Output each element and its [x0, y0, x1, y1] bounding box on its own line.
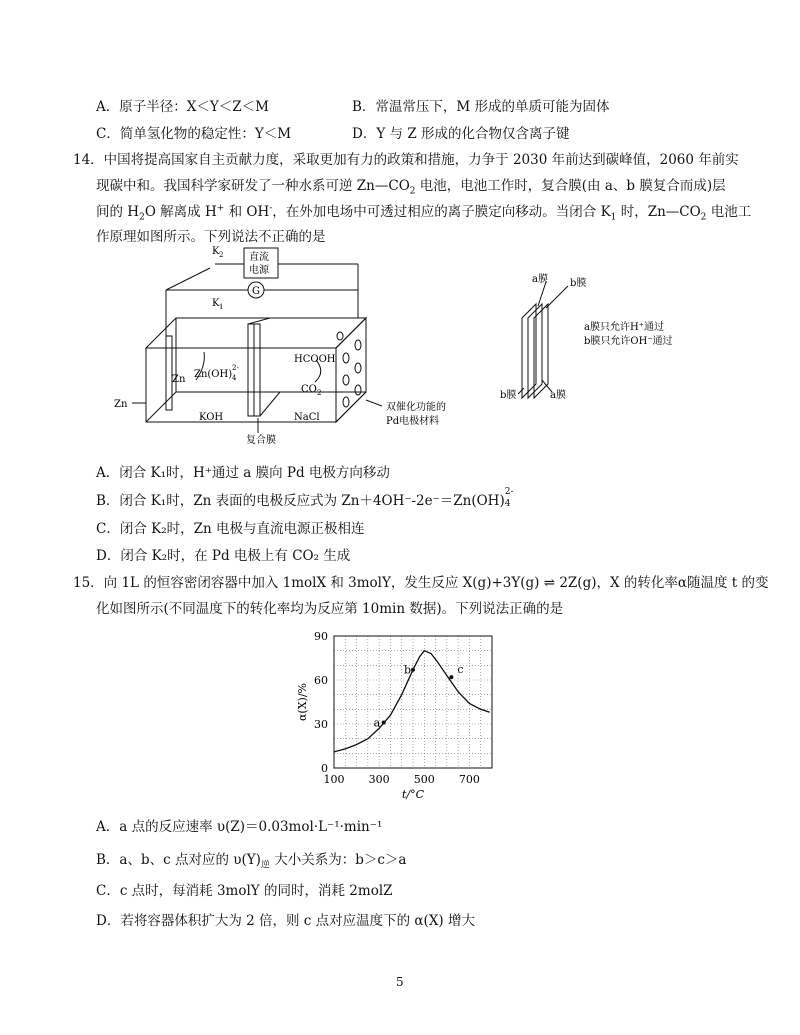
y-tick-label: 60 [314, 674, 328, 687]
a-membrane-top-label: a膜 [532, 274, 548, 285]
a-membrane-bottom-label: a膜 [550, 390, 566, 401]
membrane-1 [248, 324, 254, 416]
q14-option-b: B．闭合 K₁时，Zn 表面的电极反应式为 Zn＋4OH⁻-2e⁻＝Zn(OH) 2- 4 [96, 487, 514, 509]
koh-label: KOH [199, 412, 224, 423]
chart-svg [292, 628, 522, 808]
b-membrane-bottom-label: b膜 [500, 390, 517, 401]
pd-label-2: Pd电极材料 [386, 416, 440, 427]
q15-stem-line2: 化如图所示(不同温度下的转化率均为反应第 10min 数据)。下列说法正确的是 [96, 601, 564, 617]
x-axis-label: t/°C [401, 788, 425, 801]
q14-stem-line1: 14．中国将提高国家自主贡献力度，采取更加有力的政策和措施，力争于 2030 年前达到碳峰值，2060 年前实 [73, 152, 739, 168]
tank-top [146, 318, 366, 348]
data-point-a [382, 721, 386, 725]
q14-stem-line4: 作原理如图所示。下列说法不正确的是 [96, 229, 326, 245]
data-point-c [449, 675, 453, 679]
membrane-detail [500, 268, 710, 408]
q15-option-b: B．a、b、c 点对应的 $\upsilon(Y)_逆$ 大小关系为：b＞c＞a [96, 852, 407, 871]
page-number: 5 [396, 975, 404, 989]
point-label-b: b [404, 663, 412, 677]
b-membrane-note: b膜只允许OH⁻通过 [584, 336, 673, 347]
membrane-label: 复合膜 [246, 435, 276, 446]
y-axis-label: α(X)/% [296, 682, 309, 722]
x-tick-label: 700 [458, 773, 480, 786]
y-tick-label: 0 [321, 762, 328, 775]
battery-diagram [110, 240, 490, 450]
x-tick-label: 100 [323, 773, 345, 786]
k2-sub: 2 [219, 251, 224, 259]
pd-label-1: 双催化功能的 [386, 402, 446, 413]
k1-label: K [212, 298, 220, 309]
co2-label: CO [301, 384, 317, 395]
zn-outer-label: Zn [114, 399, 128, 410]
k1-sub: 1 [219, 303, 224, 311]
q14-stem-line3: 间的 $H_2O$ 解离成 H+ 和 OH-，在外加电场中可透过相应的离子膜定向移动。当闭合 $K_1$ 时，$Zn—CO_2$ 电池工 [96, 203, 752, 223]
a-membrane-note: a膜只允许H⁺通过 [584, 322, 664, 333]
q13-option-b: B．常温常压下，M 形成的单质可能为固体 [352, 99, 610, 115]
membrane-2 [254, 324, 260, 416]
hcooh-label: HCOOH [294, 354, 336, 365]
data-point-b [411, 668, 415, 672]
q15-stem-line1: 15．向 1L 的恒容密闭容器中加入 1molX 和 3molY，发生反应 X(g)+3Y(g) ⇌ 2Z(g)，X 的转化率α随温度 t 的变 [73, 575, 769, 591]
y-tick-label: 30 [314, 718, 328, 731]
q13-option-a: A．原子半径：X＜Y＜Z＜M [96, 99, 269, 115]
y-tick-label: 90 [314, 630, 328, 643]
membrane-b [528, 304, 542, 398]
point-label-c: c [457, 663, 464, 677]
switch-k2 [166, 268, 210, 290]
series-line [334, 651, 490, 752]
q15-option-a: A．a 点的反应速率 υ(Z)＝0.03mol·L⁻¹·min⁻¹ [96, 819, 383, 835]
q15-option-d: D．若将容器体积扩大为 2 倍，则 c 点对应温度下的 α(X) 增大 [96, 913, 475, 929]
x-tick-label: 300 [368, 773, 390, 786]
co2-sub: 2 [317, 389, 322, 397]
znoh-sub: 4 [232, 374, 237, 382]
znoh-sup: 2- [232, 364, 239, 372]
nacl-label: NaCl [294, 412, 320, 423]
q13-option-d: D．Y 与 Z 形成的化合物仅含离子键 [352, 126, 570, 142]
galvanometer-label: G [252, 286, 260, 297]
q14-stem-line2: 现碳中和。我国科学家研发了一种水系可逆 $Zn—CO_2$ 电池，电池工作时，复合膜(由 a、b 膜复合而成)层 [96, 178, 726, 197]
b-membrane-top-label: b膜 [570, 278, 587, 289]
power-label-2: 电源 [249, 265, 269, 276]
point-label-a: a [373, 716, 381, 730]
k2-label: K [212, 246, 220, 257]
znoh-label: Zn(OH) [194, 369, 233, 380]
q13-option-c: C．简单氢化物的稳定性：Y＜M [96, 126, 292, 142]
conversion-chart [292, 628, 522, 808]
q14-option-d: D．闭合 K₂时，在 Pd 电极上有 CO₂ 生成 [96, 548, 351, 564]
x-tick-label: 500 [413, 773, 435, 786]
power-label-1: 直流 [249, 252, 269, 263]
pd-electrode [336, 318, 366, 422]
q15-option-c: C．c 点时，每消耗 3molY 的同时，消耗 2molZ [96, 883, 393, 899]
zn-inner-label: Zn [172, 374, 186, 385]
q14-option-c: C．闭合 K₂时，Zn 电极与直流电源正极相连 [96, 521, 365, 537]
q14-option-a: A．闭合 K₁时，H⁺通过 a 膜向 Pd 电极方向移动 [96, 465, 390, 481]
